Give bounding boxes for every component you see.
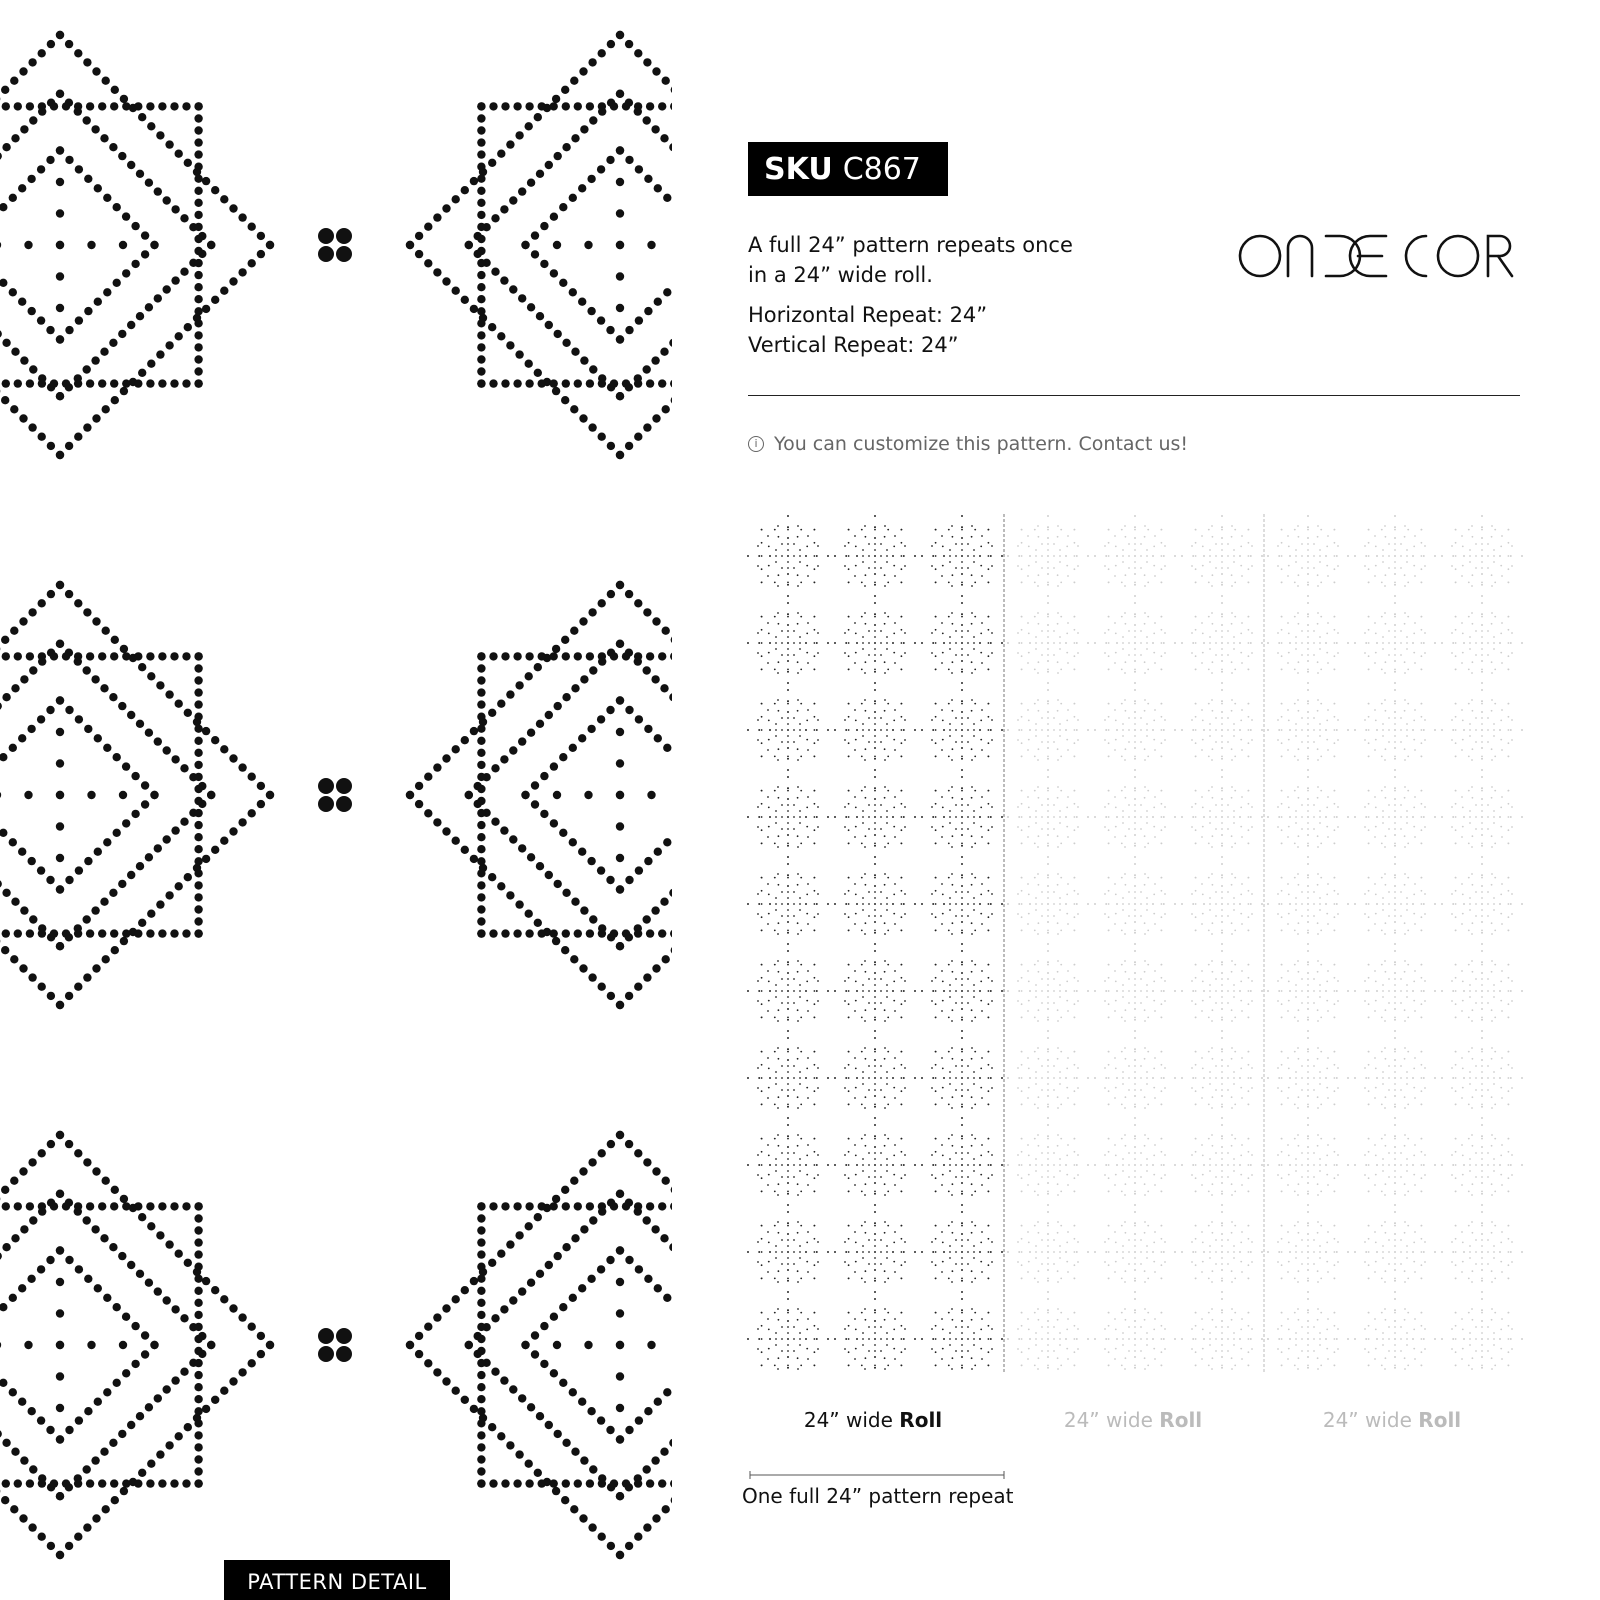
roll-label-3 xyxy=(1262,1408,1522,1432)
roll-pattern-1 xyxy=(747,515,1003,1372)
divider xyxy=(748,395,1520,396)
roll-label-1-prefix: 24” wide xyxy=(803,1408,900,1432)
roll-label-3-prefix: 24” wide xyxy=(1322,1408,1419,1432)
customize-text: You can customize this pattern. Contact us! xyxy=(774,433,1189,455)
pattern-detail-image xyxy=(0,0,672,1600)
roll-description xyxy=(748,230,1073,290)
roll-label-2-prefix: 24” wide xyxy=(1063,1408,1160,1432)
pattern-detail-badge xyxy=(224,1560,450,1600)
repeat-specs xyxy=(748,300,987,360)
pattern-detail-label: PATTERN DETAIL xyxy=(247,1570,427,1594)
roll-preview xyxy=(744,512,1526,1372)
roll-label-3-strong: Roll xyxy=(1418,1408,1462,1432)
repeat-dimension-line xyxy=(748,1470,1006,1480)
roll-label-1-strong: Roll xyxy=(899,1408,943,1432)
detail-pattern-dots xyxy=(0,0,672,1600)
customize-note[interactable] xyxy=(748,433,1188,455)
pattern-detail-panel xyxy=(0,0,672,1600)
repeat-label: One full 24” pattern repeat xyxy=(742,1484,1014,1508)
roll-label-2 xyxy=(1003,1408,1263,1432)
roll-preview-image xyxy=(744,512,1526,1372)
roll-label-1 xyxy=(743,1408,1003,1432)
roll-description-line2: in a 24” wide roll. xyxy=(748,263,933,287)
roll-description-line1: A full 24” pattern repeats once xyxy=(748,233,1073,257)
sku-badge xyxy=(748,142,948,196)
sku-label: SKU xyxy=(764,151,833,187)
roll-pattern-3 xyxy=(1267,515,1523,1372)
sku-code: C867 xyxy=(842,151,921,187)
vertical-repeat: Vertical Repeat: 24” xyxy=(748,333,959,357)
roll-label-2-strong: Roll xyxy=(1159,1408,1203,1432)
info-icon: i xyxy=(748,436,764,452)
horizontal-repeat: Horizontal Repeat: 24” xyxy=(748,303,988,327)
roll-pattern-2 xyxy=(1007,515,1263,1372)
brand-logo xyxy=(1236,232,1520,280)
